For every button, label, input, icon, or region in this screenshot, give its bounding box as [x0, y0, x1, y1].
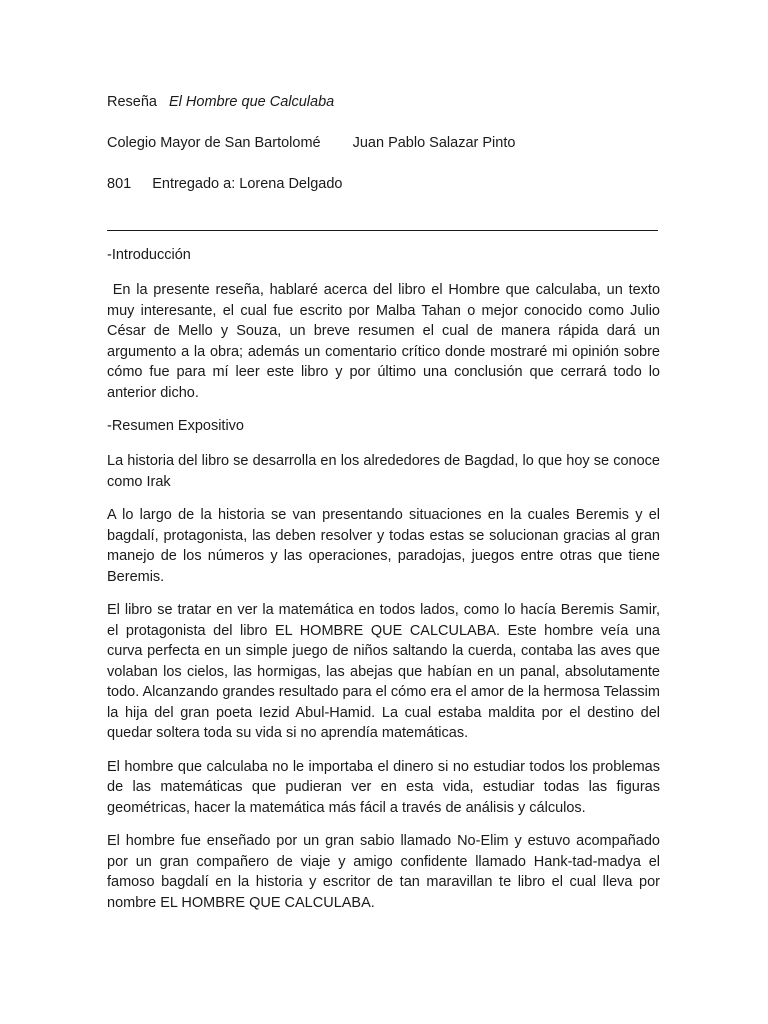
section-title-summary: -Resumen Expositivo	[107, 418, 244, 434]
school-name: Colegio Mayor de San Bartolomé	[107, 135, 321, 151]
intro-paragraph: En la presente reseña, hablaré acerca del libro el Hombre que calculaba, un texto muy interesante, el cual fue escrito por Malba Tahan o mejor conocido como Julio César de Mello y Souza, un breve resumen el cual de manera rápida dará un argumento a la obra; además un comentario crítico donde mostraré mi opinión sobre cómo fue para mí leer este libro y por último una conclusión que cerrará todo lo anterior dicho.	[107, 282, 665, 401]
document-page	[107, 92, 665, 926]
summary-paragraph-1: La historia del libro se desarrolla en los alrededores de Bagdad, lo que hoy se conoce como Irak	[107, 453, 660, 490]
header-school-line	[107, 133, 660, 154]
separator-rule	[107, 209, 658, 231]
header-title-line	[107, 92, 660, 113]
summary-paragraph-3: El libro se tratar en ver la matemática en todos lados, como lo hacía Beremis Samir, el protagonista del libro EL HOMBRE QUE CALCULABA. Este hombre veía una curva perfecta en un simple juego de niños saltando la cuerda, contaba las aves que volaban los cielos, las hormigas, las abejas que habían en un panal, absolutamente todo. Alcanzando grandes resultado para el cómo era el amor de la hermosa Telassim la hija del gran poeta Iezid Abul-Hamid. La cual estaba maldita por el destino del quedar soltera toda su vida si no aprendía matemáticas.	[107, 602, 660, 741]
grade: 801	[107, 176, 132, 192]
book-title: El Hombre que Calculaba	[168, 94, 335, 110]
resena-label: Reseña	[107, 94, 157, 110]
header-grade-line	[107, 174, 660, 195]
summary-paragraph-4: El hombre que calculaba no le importaba el dinero si no estudiar todos los problemas de las matemáticas que pudieran ver en esta vida, estudiar todas las figuras geométricas, hacer la matemática más fácil a través de análisis y cálculos.	[107, 758, 660, 816]
delivered-to: Entregado a: Lorena Delgado	[152, 176, 343, 192]
summary-paragraph-2: A lo largo de la historia se van presentando situaciones en la cuales Beremis y el bagdalí, protagonista, las deben resolver y todas estas se solucionan gracias al gran manejo de los números y las operaciones, paradojas, juegos entre otras que tiene Beremis.	[107, 507, 660, 585]
summary-paragraph-5: El hombre fue enseñado por un gran sabio llamado No-Elim y estuvo acompañado por un gran compañero de viaje y amigo confidente llamado Hank-tad-madya el famoso bagdalí en la historia y escritor de tan maravillan te libro el cual lleva por nombre EL HOMBRE QUE CALCULABA.	[107, 833, 660, 911]
section-title-intro: -Introducción	[107, 247, 191, 263]
author-name: Juan Pablo Salazar Pinto	[352, 135, 516, 151]
